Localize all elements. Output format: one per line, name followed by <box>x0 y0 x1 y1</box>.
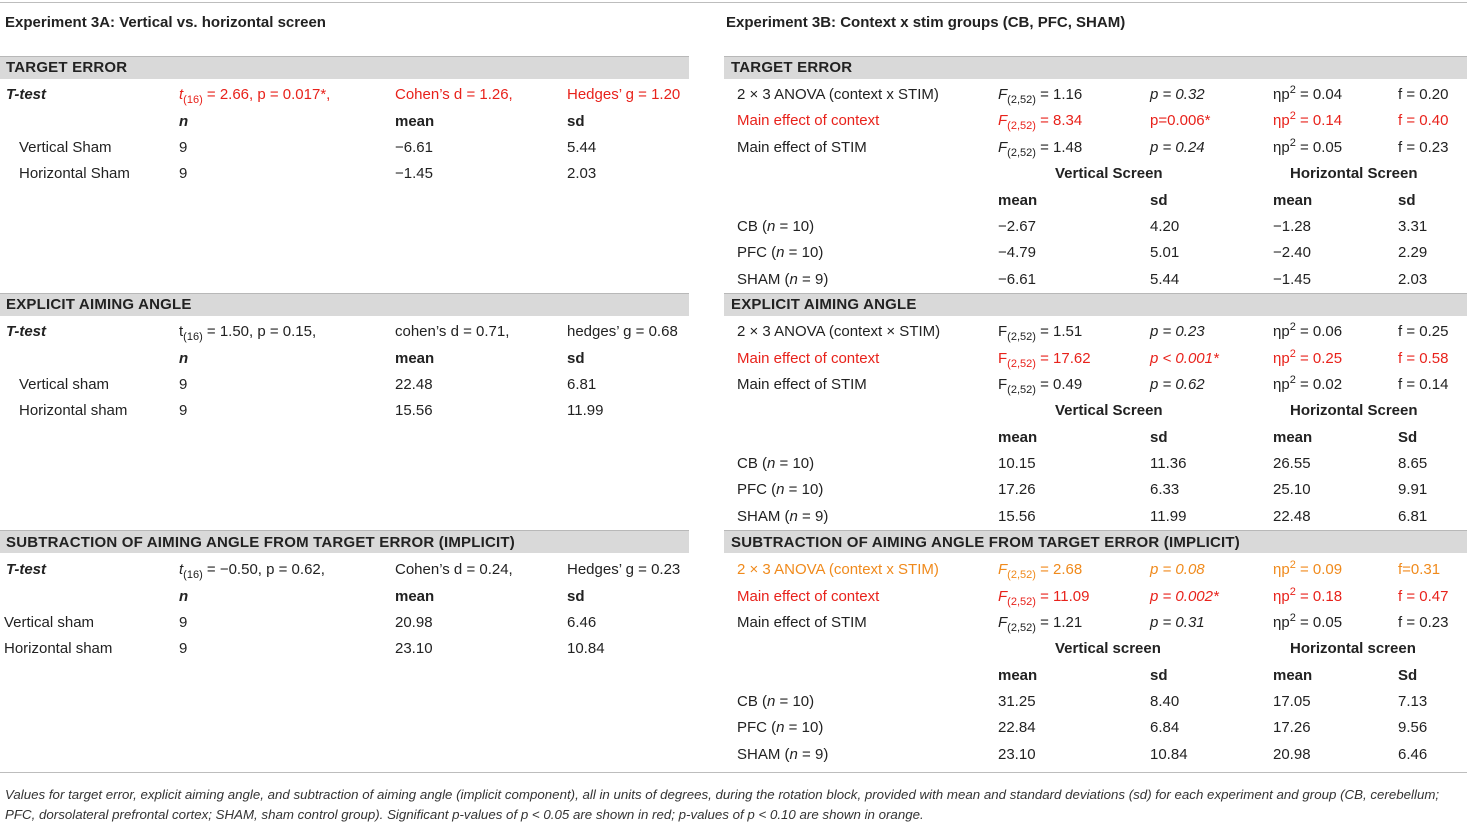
stat-eta: $\eta p^2 = 0.04$ <box>1273 84 1343 103</box>
stat-label: 2 × 3 ANOVA (context x STIM) <box>737 86 939 103</box>
col-sd: sd <box>1150 192 1168 209</box>
cell-hsd: 9.91 <box>1398 481 1428 498</box>
cell-vmean: 17.26 <box>998 481 1036 498</box>
cell-hmean: 25.10 <box>1273 481 1311 498</box>
cell-vsd: 11.99 <box>1150 508 1187 525</box>
t-statistic: $t_{(16)} = 2.66$, p = 0.017*, <box>179 86 331 106</box>
cell-hmean: 26.55 <box>1273 455 1311 472</box>
col-sd: sd <box>1398 192 1416 209</box>
stat-F: $F_{(2,52)} = 8.34$ <box>998 112 1083 132</box>
stat-eta: $\eta p^2 = 0.09$ <box>1273 559 1343 578</box>
stat-eta: $\eta p^2 = 0.05$ <box>1273 612 1343 631</box>
top-rule <box>0 2 1467 3</box>
stat-p: p = 0.31 <box>1150 614 1205 631</box>
stat-eta: $\eta p^2 = 0.05$ <box>1273 137 1343 156</box>
row-mean: −1.45 <box>395 165 433 182</box>
col-mean: mean <box>1273 192 1313 209</box>
row-mean: 23.10 <box>395 640 433 657</box>
stat-eta: $\eta p^2 = 0.14$ <box>1273 110 1343 129</box>
stat-eta: $\eta p^2 = 0.18$ <box>1273 586 1343 605</box>
cell-hsd: 3.31 <box>1398 218 1428 235</box>
section-header-target-error-3b: TARGET ERROR <box>731 59 853 76</box>
section-header-target-error-3a: TARGET ERROR <box>6 59 128 76</box>
cell-vmean: 10.15 <box>998 455 1036 472</box>
horizontal-screen-header: Horizontal screen <box>1290 640 1416 657</box>
horizontal-screen-header: Horizontal Screen <box>1290 165 1418 182</box>
cell-hsd: 2.03 <box>1398 271 1428 288</box>
cell-hsd: 7.13 <box>1398 693 1428 710</box>
cell-hmean: −1.28 <box>1273 218 1311 235</box>
cell-vmean: 15.56 <box>998 508 1036 525</box>
t-statistic: $t_{(16)} = 1.50$, p = 0.15, <box>179 323 317 343</box>
group-label: PFC (n = 10) <box>737 244 824 261</box>
col-sd: sd <box>1150 667 1168 684</box>
group-label: PFC (n = 10) <box>737 719 824 736</box>
row-n: 9 <box>179 614 188 631</box>
row-label: Vertical sham <box>19 376 110 393</box>
cell-hsd: 8.65 <box>1398 455 1428 472</box>
col-mean: mean <box>395 113 435 130</box>
stat-eta: $\eta p^2 = 0.06$ <box>1273 321 1343 340</box>
stat-f: f = 0.20 <box>1398 86 1449 103</box>
cell-hmean: −2.40 <box>1273 244 1311 261</box>
hedges-g: Hedges’ g = 0.23 <box>567 561 681 578</box>
group-label: SHAM (n = 9) <box>737 746 829 763</box>
row-sd: 6.81 <box>567 376 597 393</box>
stat-label: 2 × 3 ANOVA (context × STIM) <box>737 323 941 340</box>
stat-p: p = 0.24 <box>1150 139 1205 156</box>
col-n: n <box>179 113 189 130</box>
cell-vmean: −4.79 <box>998 244 1036 261</box>
row-n: 9 <box>179 376 188 393</box>
row-label: Horizontal sham <box>4 640 113 657</box>
group-label: CB (n = 10) <box>737 455 815 472</box>
vertical-screen-header: Vertical Screen <box>1055 165 1163 182</box>
group-label: CB (n = 10) <box>737 218 815 235</box>
bottom-rule <box>0 772 1467 773</box>
cell-hsd: 2.29 <box>1398 244 1428 261</box>
stat-F: $F_{(2,52)} = 17.62$ <box>998 350 1091 370</box>
section-header-implicit-3a: SUBTRACTION OF AIMING ANGLE FROM TARGET ERROR (IMPLICIT) <box>6 534 515 551</box>
stat-F: $F_{(2,52)} = 0.49$ <box>998 376 1083 396</box>
col-sd: sd <box>1150 429 1168 446</box>
stat-F: $F_{(2,52)} = 1.21$ <box>998 614 1083 634</box>
cell-hsd: 9.56 <box>1398 719 1428 736</box>
exp3a-title: Experiment 3A: Vertical vs. horizontal screen <box>5 14 326 31</box>
stat-f: f = 0.23 <box>1398 614 1449 631</box>
cell-vsd: 4.20 <box>1150 218 1180 235</box>
stat-p: p = 0.62 <box>1150 376 1205 393</box>
stat-p: p = 0.23 <box>1150 323 1205 340</box>
stat-p: p = 0.08 <box>1150 561 1205 578</box>
cell-vmean: 23.10 <box>998 746 1036 763</box>
exp3b-title: Experiment 3B: Context x stim groups (CB, PFC, SHAM) <box>726 14 1126 31</box>
vertical-screen-header: Vertical Screen <box>1055 402 1163 419</box>
t-statistic: $t_{(16)} = -0.50$, p = 0.62, <box>179 561 325 581</box>
cell-hmean: 17.26 <box>1273 719 1311 736</box>
col-n: n <box>179 350 189 367</box>
stat-label: 2 × 3 ANOVA (context x STIM) <box>737 561 939 578</box>
row-n: 9 <box>179 402 188 419</box>
col-mean: mean <box>1273 429 1313 446</box>
group-label: PFC (n = 10) <box>737 481 824 498</box>
col-n: n <box>179 588 189 605</box>
stat-f: f = 0.25 <box>1398 323 1449 340</box>
stat-p: p = 0.002* <box>1150 588 1219 605</box>
stat-label: Main effect of STIM <box>737 376 867 393</box>
ttest-label: T-test <box>6 86 47 103</box>
cell-hsd: 6.81 <box>1398 508 1428 525</box>
vertical-screen-header: Vertical screen <box>1055 640 1161 657</box>
col-mean: mean <box>998 192 1038 209</box>
cell-vsd: 10.84 <box>1150 746 1188 763</box>
stat-label: Main effect of context <box>737 112 880 129</box>
col-sd: Sd <box>1398 667 1418 684</box>
stat-F: $F_{(2,52)} = 2.68$ <box>998 561 1083 581</box>
group-label: SHAM (n = 9) <box>737 508 829 525</box>
stat-f: f = 0.40 <box>1398 112 1449 129</box>
row-label: Horizontal sham <box>19 402 128 419</box>
col-mean: mean <box>998 429 1038 446</box>
col-mean: mean <box>1273 667 1313 684</box>
group-label: CB (n = 10) <box>737 693 815 710</box>
row-n: 9 <box>179 139 188 156</box>
cohens-d: cohen’s d = 0.71, <box>395 323 510 340</box>
col-sd: Sd <box>1398 429 1418 446</box>
ttest-label: T-test <box>6 323 47 340</box>
stat-label: Main effect of STIM <box>737 139 867 156</box>
stat-p: p = 0.32 <box>1150 86 1205 103</box>
stat-F: $F_{(2,52)} = 11.09$ <box>998 588 1090 608</box>
cohens-d: Cohen’s d = 0.24, <box>395 561 513 578</box>
cell-vmean: 31.25 <box>998 693 1036 710</box>
col-sd: sd <box>567 113 585 130</box>
stat-f: f = 0.14 <box>1398 376 1449 393</box>
stat-p: p=0.006* <box>1150 112 1211 129</box>
stat-f: f = 0.58 <box>1398 350 1449 367</box>
row-mean: 15.56 <box>395 402 433 419</box>
horizontal-screen-header: Horizontal Screen <box>1290 402 1418 419</box>
row-sd: 10.84 <box>567 640 605 657</box>
table-footnote: Values for target error, explicit aiming angle, and subtraction of aiming angle (implicit component), all in units of degrees, during the rotation block, provided with mean and standard deviations (sd) for each experiment and group (CB, cerebellum; PFC, dorsolateral prefrontal cortex; SHAM, sham control group). Significant p-values of p < 0.05 are shown in red; p-values of p < 0.10 are shown in orange. <box>5 787 1440 822</box>
row-label: Vertical Sham <box>19 139 112 156</box>
cohens-d: Cohen’s d = 1.26, <box>395 86 513 103</box>
row-n: 9 <box>179 165 188 182</box>
row-label: Vertical sham <box>4 614 95 631</box>
stat-label: Main effect of context <box>737 350 880 367</box>
cell-vsd: 6.84 <box>1150 719 1180 736</box>
cell-vmean: −6.61 <box>998 271 1036 288</box>
cell-hmean: 22.48 <box>1273 508 1311 525</box>
row-mean: 20.98 <box>395 614 433 631</box>
col-sd: sd <box>567 588 585 605</box>
stat-eta: $\eta p^2 = 0.25$ <box>1273 348 1343 367</box>
hedges-g: hedges’ g = 0.68 <box>567 323 678 340</box>
stat-f: f = 0.23 <box>1398 139 1449 156</box>
cell-vmean: −2.67 <box>998 218 1036 235</box>
cell-vsd: 11.36 <box>1150 455 1187 472</box>
stat-f: f = 0.47 <box>1398 588 1449 605</box>
cell-vsd: 5.44 <box>1150 271 1180 288</box>
col-mean: mean <box>395 350 435 367</box>
stat-F: $F_{(2,52)} = 1.48$ <box>998 139 1083 159</box>
col-mean: mean <box>395 588 435 605</box>
row-mean: −6.61 <box>395 139 433 156</box>
section-header-implicit-3b: SUBTRACTION OF AIMING ANGLE FROM TARGET ERROR (IMPLICIT) <box>731 534 1240 551</box>
stat-label: Main effect of STIM <box>737 614 867 631</box>
row-sd: 5.44 <box>567 139 597 156</box>
stat-p: p < 0.001* <box>1150 350 1219 367</box>
stat-F: $F_{(2,52)} = 1.51$ <box>998 323 1083 343</box>
cell-hmean: 20.98 <box>1273 746 1311 763</box>
cell-hmean: −1.45 <box>1273 271 1311 288</box>
row-label: Horizontal Sham <box>19 165 130 182</box>
col-mean: mean <box>998 667 1038 684</box>
row-sd: 2.03 <box>567 165 597 182</box>
row-mean: 22.48 <box>395 376 433 393</box>
cell-vmean: 22.84 <box>998 719 1036 736</box>
section-header-explicit-3b: EXPLICIT AIMING ANGLE <box>731 296 917 313</box>
group-label: SHAM (n = 9) <box>737 271 829 288</box>
hedges-g: Hedges’ g = 1.20 <box>567 86 681 103</box>
stat-F: $F_{(2,52)} = 1.16$ <box>998 86 1083 106</box>
row-n: 9 <box>179 640 188 657</box>
ttest-label: T-test <box>6 561 47 578</box>
cell-vsd: 8.40 <box>1150 693 1180 710</box>
col-sd: sd <box>567 350 585 367</box>
stat-eta: $\eta p^2 = 0.02$ <box>1273 374 1343 393</box>
cell-hmean: 17.05 <box>1273 693 1311 710</box>
section-header-explicit-3a: EXPLICIT AIMING ANGLE <box>6 296 192 313</box>
stat-label: Main effect of context <box>737 588 880 605</box>
stat-f: f=0.31 <box>1398 561 1441 578</box>
cell-vsd: 5.01 <box>1150 244 1180 261</box>
row-sd: 6.46 <box>567 614 597 631</box>
cell-hsd: 6.46 <box>1398 746 1428 763</box>
cell-vsd: 6.33 <box>1150 481 1180 498</box>
row-sd: 11.99 <box>567 402 604 419</box>
